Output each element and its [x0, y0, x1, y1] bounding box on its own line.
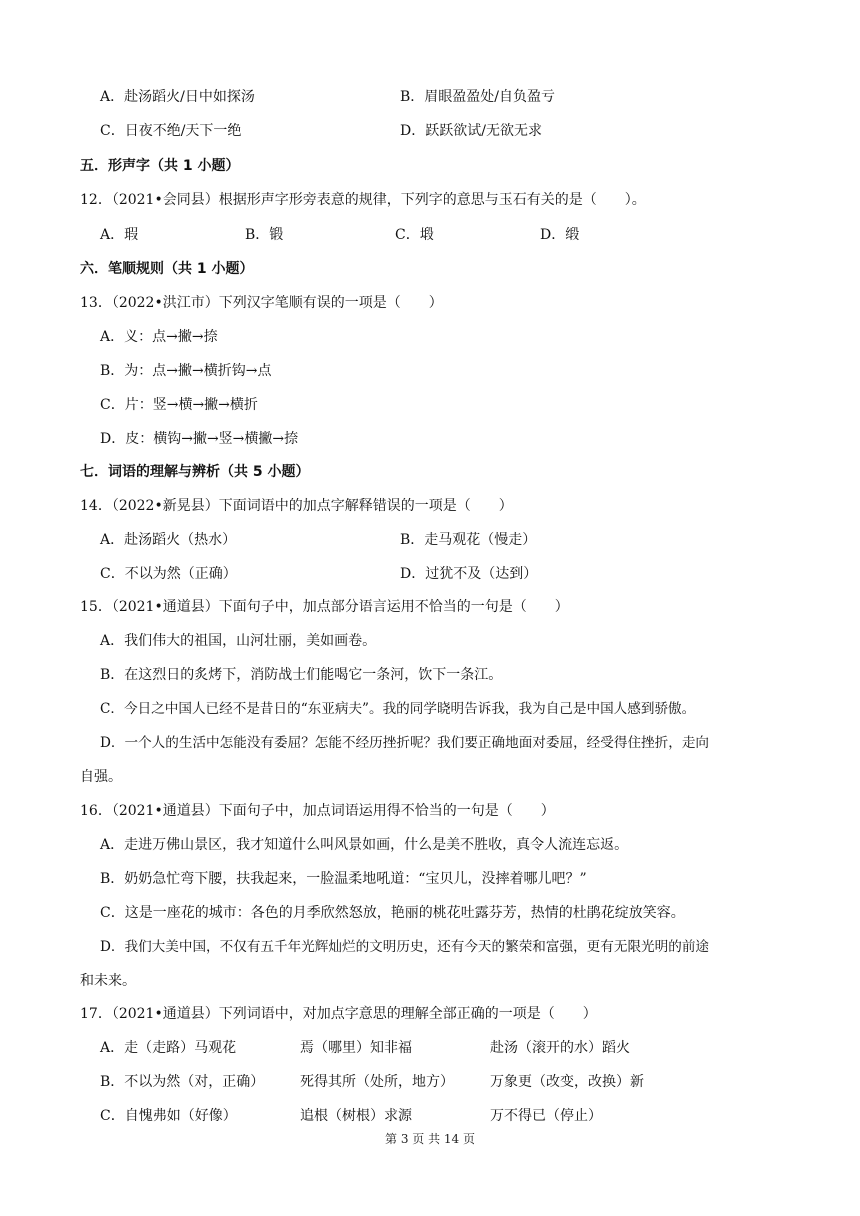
option-line: B．眉眼盈盈处/自负盈亏 — [400, 89, 556, 105]
option-line: B．在这烈日的炙烤下，消防战士们能喝它一条河，饮下一条江。 — [100, 667, 503, 683]
question-stem: 17．（2021•通道县）下列词语中，对加点字意思的理解全部正确的一项是（ ） — [80, 1006, 597, 1022]
option-line: D．跃跃欲试/无欲无求 — [400, 123, 542, 139]
option-line: B．不以为然（对，正确） — [100, 1074, 265, 1090]
option-line: A．赴汤蹈火/日中如探汤 — [100, 89, 255, 105]
option-line: A．瑕 — [100, 227, 139, 243]
option-line: C．片：竖→横→撇→横折 — [100, 397, 258, 413]
option-line: C．不以为然（正确） — [100, 566, 237, 582]
option-line: 焉（哪里）知非福 — [300, 1040, 412, 1056]
section-heading: 七．词语的理解与辨析（共 5 小题） — [80, 464, 310, 480]
question-stem: 13．（2022•洪江市）下列汉字笔顺有误的一项是（ ） — [80, 295, 443, 311]
option-line: 万不得已（停止） — [490, 1108, 602, 1124]
question-stem: 16．（2021•通道县）下面句子中，加点词语运用得不恰当的一句是（ ） — [80, 803, 555, 819]
option-line: 死得其所（处所，地方） — [300, 1074, 454, 1090]
question-stem: 15．（2021•通道县）下面句子中，加点部分语言运用不恰当的一句是（ ） — [80, 599, 569, 615]
option-continuation: 和未来。 — [80, 973, 136, 989]
option-line: D．一个人的生活中怎能没有委屈？怎能不经历挫折呢？我们要正确地面对委屈，经受得住挫折，走向 — [100, 735, 710, 751]
page-footer: 第 3 页 共 14 页 — [385, 1132, 475, 1146]
option-line: 赴汤（滚开的水）蹈火 — [490, 1040, 630, 1056]
option-line: A．赴汤蹈火（热水） — [100, 532, 237, 548]
section-heading: 五．形声字（共 1 小题） — [80, 158, 240, 174]
option-line: A．走进万佛山景区，我才知道什么叫风景如画，什么是美不胜收，真令人流连忘返。 — [100, 837, 629, 853]
option-line: C．今日之中国人已经不是昔日的“东亚病夫”。我的同学晓明告诉我，我为自己是中国人感到骄傲。 — [100, 701, 696, 717]
option-line: C．这是一座花的城市：各色的月季欣然怒放，艳丽的桃花吐露芬芳，热情的杜鹃花绽放笑容。 — [100, 905, 685, 921]
section-heading: 六．笔顺规则（共 1 小题） — [80, 261, 254, 277]
option-continuation: 自强。 — [80, 769, 122, 785]
option-line: 追根（树根）求源 — [300, 1108, 412, 1124]
option-line: C．塅 — [395, 227, 434, 243]
option-line: A．走（走路）马观花 — [100, 1040, 237, 1056]
question-stem: 12．（2021•会同县）根据形声字形旁表意的规律，下列字的意思与玉石有关的是（ ）。 — [80, 192, 646, 208]
option-line: B．奶奶急忙弯下腰，扶我起来，一脸温柔地吼道：“宝贝儿，没摔着哪儿吧？” — [100, 871, 587, 887]
option-line: B．为：点→撇→横折钩→点 — [100, 363, 272, 379]
question-stem: 14．（2022•新晃县）下面词语中的加点字解释错误的一项是（ ） — [80, 498, 513, 514]
option-line: A．我们伟大的祖国，山河壮丽，美如画卷。 — [100, 633, 377, 649]
option-line: C．自愧弗如（好像） — [100, 1108, 237, 1124]
option-line: D．我们大美中国，不仅有五千年光辉灿烂的文明历史，还有今天的繁荣和富强，更有无限光明的前途 — [100, 939, 710, 955]
option-line: A．义：点→撇→捺 — [100, 329, 218, 345]
option-line: D．缎 — [540, 227, 580, 243]
option-line: B．走马观花（慢走） — [400, 532, 537, 548]
option-line: B．锻 — [245, 227, 284, 243]
option-line: 万象更（改变，改换）新 — [490, 1074, 644, 1090]
option-line: D．过犹不及（达到） — [400, 566, 538, 582]
option-line: C．日夜不绝/天下一绝 — [100, 123, 242, 139]
option-line: D．皮：横钩→撇→竖→横撇→捺 — [100, 431, 299, 447]
